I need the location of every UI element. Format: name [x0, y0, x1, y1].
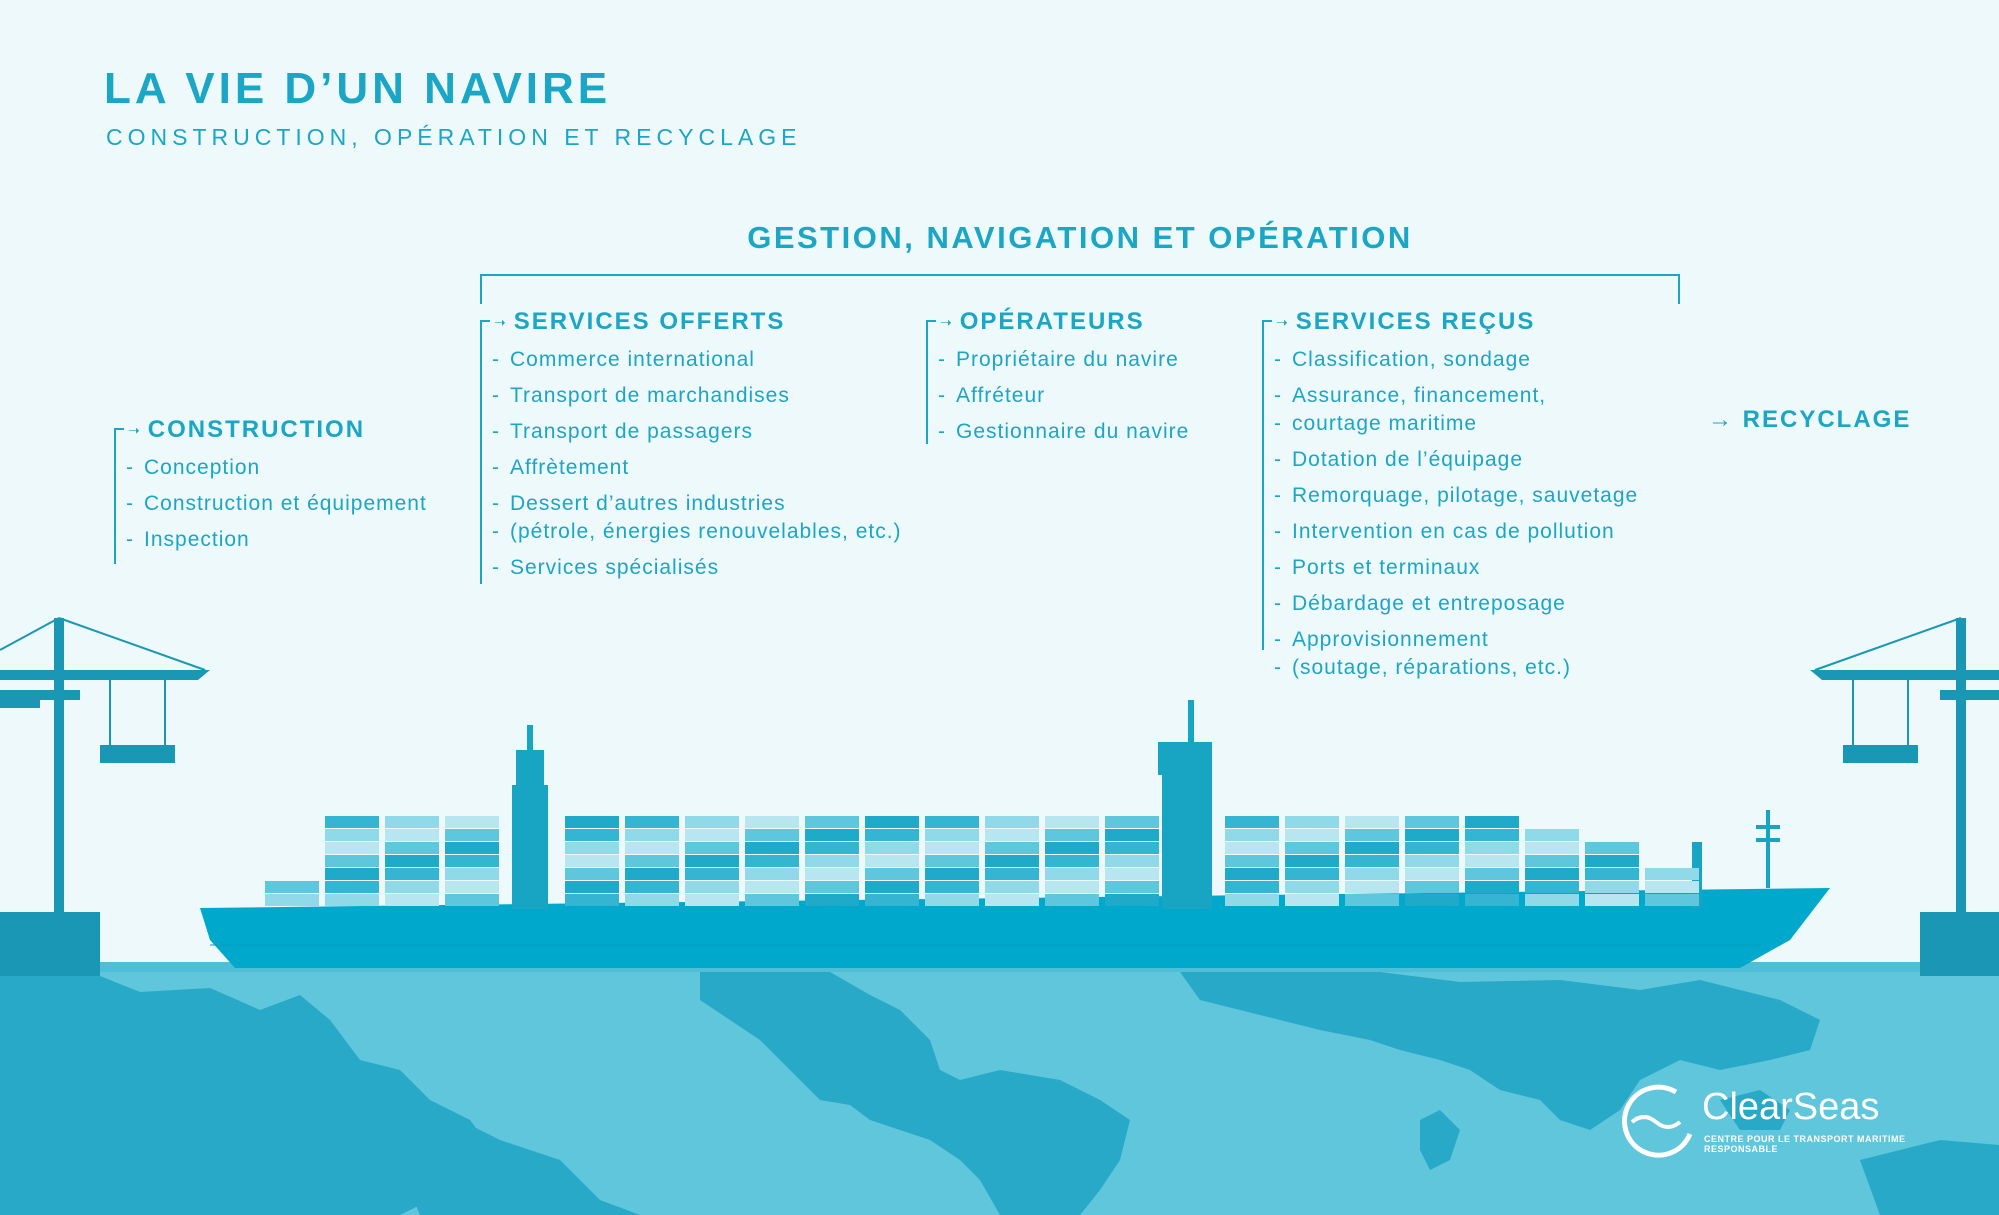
- container: [745, 855, 799, 867]
- container: [685, 816, 739, 828]
- container: [1405, 881, 1459, 893]
- container: [865, 855, 919, 867]
- container: [1225, 894, 1279, 906]
- container: [1225, 868, 1279, 880]
- container: [565, 842, 619, 854]
- services-recus-heading: SERVICES REÇUS: [1295, 308, 1536, 335]
- container: [1525, 881, 1579, 893]
- container: [1345, 842, 1399, 854]
- logo-name: ClearSeas: [1702, 1086, 1880, 1128]
- container: [865, 868, 919, 880]
- container: [985, 894, 1039, 906]
- container: [625, 881, 679, 893]
- list-item: - Assurance, financement,: [1274, 382, 1638, 410]
- container: [1585, 881, 1639, 893]
- page-subtitle: CONSTRUCTION, OPÉRATION ET RECYCLAGE: [106, 124, 802, 150]
- list-item: - Gestionnaire du navire: [938, 418, 1189, 446]
- container: [625, 842, 679, 854]
- list-item: - Intervention en cas de pollution: [1274, 518, 1638, 546]
- container: [685, 855, 739, 867]
- container: [1285, 881, 1339, 893]
- container: [1585, 842, 1639, 854]
- container: [325, 842, 379, 854]
- recycling-heading: RECYCLAGE: [1742, 406, 1912, 433]
- container: [985, 855, 1039, 867]
- container: [1345, 868, 1399, 880]
- container: [1225, 816, 1279, 828]
- container: [1405, 868, 1459, 880]
- container: [685, 894, 739, 906]
- list-item: - Affrètement: [492, 454, 902, 482]
- container: [1045, 855, 1099, 867]
- container: [745, 868, 799, 880]
- list-item: - Commerce international: [492, 346, 902, 374]
- container: [1105, 816, 1159, 828]
- container: [985, 881, 1039, 893]
- container: [325, 855, 379, 867]
- container: [1345, 816, 1399, 828]
- container: [745, 881, 799, 893]
- list-item: - Transport de marchandises: [492, 382, 902, 410]
- list-item: - Transport de passagers: [492, 418, 902, 446]
- container: [1225, 881, 1279, 893]
- services-offerts-heading: SERVICES OFFERTS: [513, 308, 786, 335]
- container: [445, 829, 499, 841]
- list-item: - Services spécialisés: [492, 554, 902, 582]
- container: [685, 868, 739, 880]
- container: [925, 894, 979, 906]
- container: [265, 881, 319, 893]
- container: [805, 829, 859, 841]
- container: [985, 868, 1039, 880]
- list-item: - Construction et équipement: [126, 490, 427, 518]
- container: [685, 829, 739, 841]
- container: [1345, 829, 1399, 841]
- container: [1225, 829, 1279, 841]
- container: [265, 894, 319, 906]
- container: [445, 842, 499, 854]
- container: [925, 829, 979, 841]
- container: [1525, 829, 1579, 841]
- container: [385, 894, 439, 906]
- list-item: - Remorquage, pilotage, sauvetage: [1274, 482, 1638, 510]
- container: [1345, 855, 1399, 867]
- container: [445, 894, 499, 906]
- recycling-label: [1708, 406, 1911, 434]
- container: [1585, 855, 1639, 867]
- container: [1285, 842, 1339, 854]
- arrow-icon: ➝: [1276, 313, 1290, 330]
- container: [985, 842, 1039, 854]
- list-item-continuation: - (pétrole, énergies renouvelables, etc.): [492, 518, 902, 546]
- container: [1465, 842, 1519, 854]
- container: [1045, 881, 1099, 893]
- container: [1405, 829, 1459, 841]
- container: [1585, 894, 1639, 906]
- container: [1105, 842, 1159, 854]
- container: [805, 868, 859, 880]
- container: [565, 868, 619, 880]
- container: [1105, 894, 1159, 906]
- list-item: - Approvisionnement: [1274, 626, 1638, 654]
- container: [445, 855, 499, 867]
- container: [325, 881, 379, 893]
- list-item: - Dotation de l’équipage: [1274, 446, 1638, 474]
- container: [1045, 842, 1099, 854]
- container: [1285, 868, 1339, 880]
- container: [1465, 881, 1519, 893]
- container: [1525, 894, 1579, 906]
- container: [385, 881, 439, 893]
- list-item: - Conception: [126, 454, 427, 482]
- list-item-continuation: - (soutage, réparations, etc.): [1274, 654, 1638, 682]
- container: [925, 842, 979, 854]
- container: [385, 842, 439, 854]
- clearseas-logo-icon: [1618, 1082, 1698, 1162]
- container: [865, 829, 919, 841]
- container: [685, 842, 739, 854]
- container: [1345, 894, 1399, 906]
- container: [1405, 816, 1459, 828]
- gestion-bracket: [480, 274, 1680, 304]
- clearseas-logo: [1618, 1082, 1958, 1162]
- container: [325, 868, 379, 880]
- container: [1105, 855, 1159, 867]
- container: [385, 855, 439, 867]
- container: [1525, 855, 1579, 867]
- container: [1345, 881, 1399, 893]
- container: [625, 816, 679, 828]
- left-crane: [0, 618, 210, 976]
- container: [445, 881, 499, 893]
- container: [385, 816, 439, 828]
- container-stacks: [265, 816, 1699, 906]
- container: [805, 842, 859, 854]
- container: [1465, 894, 1519, 906]
- arrow-icon: ➝: [494, 313, 508, 330]
- container: [1045, 829, 1099, 841]
- operateurs-column: [926, 306, 1189, 454]
- container: [565, 829, 619, 841]
- list-item: - Propriétaire du navire: [938, 346, 1189, 374]
- container: [1465, 829, 1519, 841]
- container: [805, 816, 859, 828]
- container: [625, 829, 679, 841]
- arrow-icon: ➝: [128, 421, 142, 438]
- container: [865, 894, 919, 906]
- container: [1045, 894, 1099, 906]
- right-crane: [1810, 618, 1999, 976]
- container: [565, 881, 619, 893]
- container: [805, 881, 859, 893]
- construction-column: [114, 414, 427, 562]
- list-item: - Inspection: [126, 526, 427, 554]
- container: [565, 816, 619, 828]
- list-item: - Débardage et entreposage: [1274, 590, 1638, 618]
- container: [805, 894, 859, 906]
- container: [565, 855, 619, 867]
- container: [1105, 829, 1159, 841]
- container: [985, 829, 1039, 841]
- container: [1285, 855, 1339, 867]
- container: [925, 816, 979, 828]
- container: [1525, 842, 1579, 854]
- container: [625, 868, 679, 880]
- container: [445, 816, 499, 828]
- container: [1225, 855, 1279, 867]
- container: [1525, 868, 1579, 880]
- container: [1045, 816, 1099, 828]
- list-item: - Classification, sondage: [1274, 346, 1638, 374]
- list-item: - Ports et terminaux: [1274, 554, 1638, 582]
- container: [1645, 881, 1699, 893]
- construction-heading: CONSTRUCTION: [147, 416, 366, 443]
- container: [1105, 868, 1159, 880]
- container: [865, 816, 919, 828]
- container: [1285, 829, 1339, 841]
- container: [1105, 881, 1159, 893]
- page-title: LA VIE D’UN NAVIRE: [104, 64, 612, 113]
- container: [445, 868, 499, 880]
- container: [925, 868, 979, 880]
- container: [1405, 855, 1459, 867]
- container: [325, 829, 379, 841]
- container: [1645, 868, 1699, 880]
- container: [685, 881, 739, 893]
- container: [865, 842, 919, 854]
- container: [1465, 868, 1519, 880]
- container: [925, 855, 979, 867]
- container: [325, 894, 379, 906]
- container: [325, 816, 379, 828]
- list-item: - Affréteur: [938, 382, 1189, 410]
- gestion-heading: GESTION, NAVIGATION ET OPÉRATION: [747, 220, 1413, 255]
- container: [745, 894, 799, 906]
- container: [1045, 868, 1099, 880]
- container: [745, 816, 799, 828]
- container: [1285, 894, 1339, 906]
- container: [1465, 816, 1519, 828]
- container: [745, 829, 799, 841]
- arrow-icon: ➝: [940, 313, 954, 330]
- container: [1405, 894, 1459, 906]
- list-item-continuation: - courtage maritime: [1274, 410, 1638, 438]
- container: [865, 881, 919, 893]
- logo-tagline: CENTRE POUR LE TRANSPORT MARITIME RESPONSABLE: [1704, 1134, 1906, 1154]
- container: [1585, 868, 1639, 880]
- container: [625, 894, 679, 906]
- container: [1645, 894, 1699, 906]
- container: [985, 816, 1039, 828]
- services-offerts-column: [480, 306, 902, 590]
- container: [565, 894, 619, 906]
- container: [625, 855, 679, 867]
- operateurs-heading: OPÉRATEURS: [959, 308, 1145, 335]
- container: [385, 829, 439, 841]
- arrow-icon: →: [1708, 406, 1734, 433]
- container: [805, 855, 859, 867]
- container: [385, 868, 439, 880]
- container: [745, 842, 799, 854]
- container: [1225, 842, 1279, 854]
- container: [1285, 816, 1339, 828]
- list-item: - Dessert d’autres industries: [492, 490, 902, 518]
- container: [1465, 855, 1519, 867]
- container: [1405, 842, 1459, 854]
- container: [925, 881, 979, 893]
